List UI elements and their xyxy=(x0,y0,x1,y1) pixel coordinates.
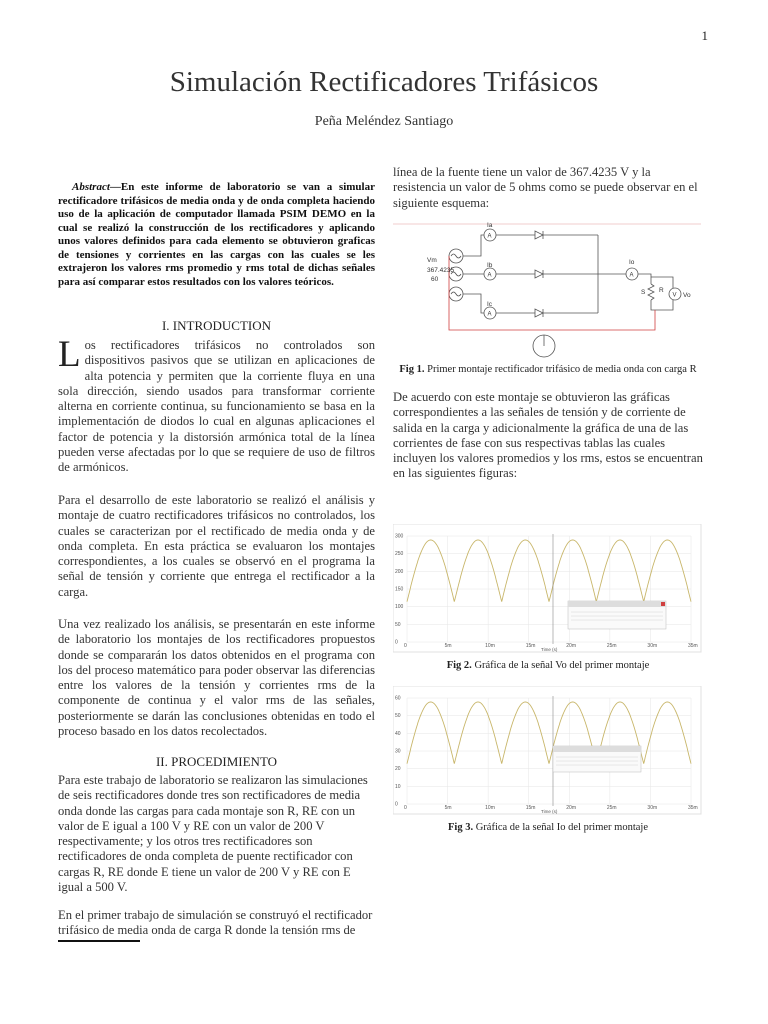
footnote-rule xyxy=(58,940,140,942)
fig2-ytick-label: 100 xyxy=(395,604,404,611)
fig2-caption-text: Gráfica de la señal Vo del primer montaje xyxy=(474,660,650,671)
meter-a-glyph-1: A xyxy=(487,233,492,240)
paper-author: Peña Meléndez Santiago xyxy=(314,114,454,129)
wire-phase-a xyxy=(463,235,598,256)
meter-a-glyph-2: A xyxy=(487,272,492,279)
label-r: R xyxy=(659,287,664,294)
label-io: Io xyxy=(629,259,635,266)
fig1-label: Fig 1. xyxy=(399,364,425,375)
fig3-xtick-label: 10m xyxy=(485,805,495,811)
abstract-text: En este informe de laboratorio se van a simular rectificadore trifásicos de media onda y de onda completa haciendo uso de la aplicación de computador llamada PSIM DEMO en la cual se realizó la construcción de los rectificadores y aplicando unos valores definidos para cada elemento se obtuvieron graficas de tensiones y corrientes en las cargas con las cuales se les extrajeron los valores rms promedio y rms total de dichas señales para así comparar estos resultados con los valores teóricos. xyxy=(58,181,375,288)
fig2-ytick-label: 200 xyxy=(395,568,404,575)
diode-b xyxy=(535,270,543,278)
label-ia: Ia xyxy=(487,222,493,229)
fig3-ytick-label: 10 xyxy=(395,783,401,790)
label-s: S xyxy=(641,289,646,296)
fig3-frame xyxy=(393,686,701,814)
fig3-label: Fig 3. xyxy=(447,822,474,833)
fig3-xtick-label: 20m xyxy=(566,805,577,811)
fig1-circuit-diagram xyxy=(393,222,703,360)
fig2-xlabel: Time (s) xyxy=(541,647,558,652)
fig2-ytick-label: 0 xyxy=(395,639,398,646)
proc-paragraph-2: En el primer trabajo de simulación se construyó el rectificador trifásico de media onda de carga R donde la tensión rms de xyxy=(58,908,373,938)
fig3-ytick-label: 40 xyxy=(395,730,401,737)
fig2-ytick-label: 150 xyxy=(395,586,404,593)
abstract-dash: — xyxy=(109,181,121,193)
fig2-measure-table xyxy=(568,601,666,629)
meter-a-glyph-3: A xyxy=(487,311,492,318)
fig2-xtick-label: 5m xyxy=(444,643,452,649)
label-vm: Vm xyxy=(427,257,437,264)
fig2-ytick-label: 50 xyxy=(395,621,401,628)
section-heading-procedimiento: II. PROCEDIMIENTO xyxy=(155,754,278,769)
fig1-caption xyxy=(393,364,703,375)
proc-paragraph-1: Para este trabajo de laboratorio se realizaron las simulaciones de seis rectificadores donde tres son rectificadores de media onda donde las cargas para cada montaje son R, RE con un valor de E igual a 100 V y RE con un valor de 200 V respectivamente; y los otros tres rectificadores son rectificadores de onda completa de puente rectificador con cargas R, RE donde E tiene un valor de 200 V y RE con E igual a 500 V. xyxy=(58,773,368,895)
label-ic: Ic xyxy=(487,301,493,308)
fig3-ytick-label: 50 xyxy=(395,713,401,720)
fig2-table-close-icon xyxy=(661,602,665,606)
fig3-xtick-label: 15m xyxy=(525,805,536,811)
diode-c xyxy=(535,309,543,317)
right-paragraph-1: línea de la fuente tiene un valor de 367.4235 V y la resistencia un valor de 5 ohms como se puede observar en el siguiente esquema: xyxy=(393,165,698,210)
fig3-xtick-label: 5m xyxy=(444,805,452,811)
fig3-ytick-label: 60 xyxy=(395,695,401,702)
wire-phase-c xyxy=(463,294,598,313)
source-c-wave xyxy=(451,292,461,296)
fig2-xtick-label: 30m xyxy=(647,643,658,649)
fig3-xtick-label: 25m xyxy=(606,805,617,811)
right-paragraph-2: De acuerdo con este montaje se obtuvieron las gráficas correspondientes a las señales de tensión y de corriente de salida en la carga y adicionalmente la gráfica de una de las corrientes de fase con sus respectivas tablas las cuales incluyen los valores promedios y los rms, estos se encuentran en las siguientes figuras: xyxy=(393,390,703,481)
intro-paragraph-1-text: os rectificadores trifásicos no controlados son dispositivos pasivos que se utilizan en aplicaciones de alta potencia y permiten que la corriente fluya en una sola dirección, siendo usados para transformar corriente alterna en corriente continua, su funcionamiento se basa en la implementación de diodos lo cual en algunas aplicaciones el factor de potencia y la distorsión armónica total de la línea pueden verse afectadas por lo que se requiere de uso de filtros de armónicos. xyxy=(58,338,375,475)
section-heading-introduction: I. INTRODUCTION xyxy=(161,318,272,333)
fig2-table-titlebar xyxy=(568,601,666,607)
intro-paragraph-2: Para el desarrollo de este laboratorio se realizó el análisis y montaje de cuatro rectificadores trifásicos no controlados, los cuales se caracterizan por el rectificado de media onda y de onda completa. En esta práctica se evaluaron los montajes correspondientes, a los cuales se observó en el programa la señal de tensión y corriente que entrega el rectificador a la carga. xyxy=(58,493,375,599)
fig2-xtick-label: 0 xyxy=(404,643,407,649)
source-a-wave xyxy=(451,254,461,258)
fig3-ytick-label: 20 xyxy=(395,766,401,773)
fig2-xtick-label: 15m xyxy=(525,643,536,649)
label-ib: Ib xyxy=(487,262,493,269)
intro-paragraph-1 xyxy=(58,334,375,476)
meter-v-glyph: V xyxy=(672,292,677,299)
fig3-table-titlebar xyxy=(553,746,641,752)
abstract-label: Abstract xyxy=(72,181,110,193)
load-wire xyxy=(638,274,651,284)
fig3-measure-table xyxy=(553,746,641,772)
fig3-caption-text: Gráfica de la señal Io del primer montaje xyxy=(475,822,648,833)
load-return xyxy=(651,300,673,310)
fig2-xtick-label: 20m xyxy=(566,643,577,649)
label-vo: Vo xyxy=(683,292,691,299)
fig2-ytick-label: 300 xyxy=(395,533,404,540)
neutral-wire xyxy=(449,256,655,330)
fig1-caption-text: Primer montaje rectificador trifásico de media onda con carga R xyxy=(427,364,697,375)
page-number: 1 xyxy=(701,28,708,43)
intro-paragraph-3: Una vez realizado los análisis, se presentarán en este informe de laboratorio los montajes de los rectificadores propuestos donde se compararán los datos obtenidos en el programa con los del proceso matemático para poder observar las diferencias entre los valores de la tensión y corrientes rms de la componente de continua y el valor rms de las señales, posteriormente se darán las conclusiones obtenidas en todo el proceso basado en los datos recolectados. xyxy=(58,617,375,739)
fig3-ytick-label: 30 xyxy=(395,748,401,755)
fig3-xtick-label: 0 xyxy=(404,805,407,811)
fig2-label: Fig 2. xyxy=(446,660,472,671)
fig3-xlabel: Time (s) xyxy=(541,809,558,814)
fig3-ytick-label: 0 xyxy=(395,801,398,808)
label-vm-value: 367.4235 xyxy=(427,267,455,274)
fig3-xtick-label: 35m xyxy=(688,805,698,811)
drop-cap: L xyxy=(58,334,81,375)
fig3-io-chart xyxy=(393,686,703,816)
fig2-xtick-label: 10m xyxy=(485,643,495,649)
fig2-vo-chart xyxy=(393,524,703,654)
fig2-ytick-label: 250 xyxy=(395,551,404,558)
load-resistor xyxy=(648,284,654,300)
meter-a-glyph-4: A xyxy=(629,272,634,279)
paper-title: Simulación Rectificadores Trifásicos xyxy=(169,66,599,98)
diode-a xyxy=(535,231,543,239)
fig2-xtick-label: 35m xyxy=(688,643,698,649)
label-frequency: 60 xyxy=(431,276,439,283)
fig2-xtick-label: 25m xyxy=(606,643,617,649)
fig2-frame xyxy=(393,524,701,652)
fig3-caption xyxy=(393,822,703,833)
abstract xyxy=(58,181,375,289)
fig2-caption xyxy=(393,660,703,671)
fig3-xtick-label: 30m xyxy=(647,805,658,811)
